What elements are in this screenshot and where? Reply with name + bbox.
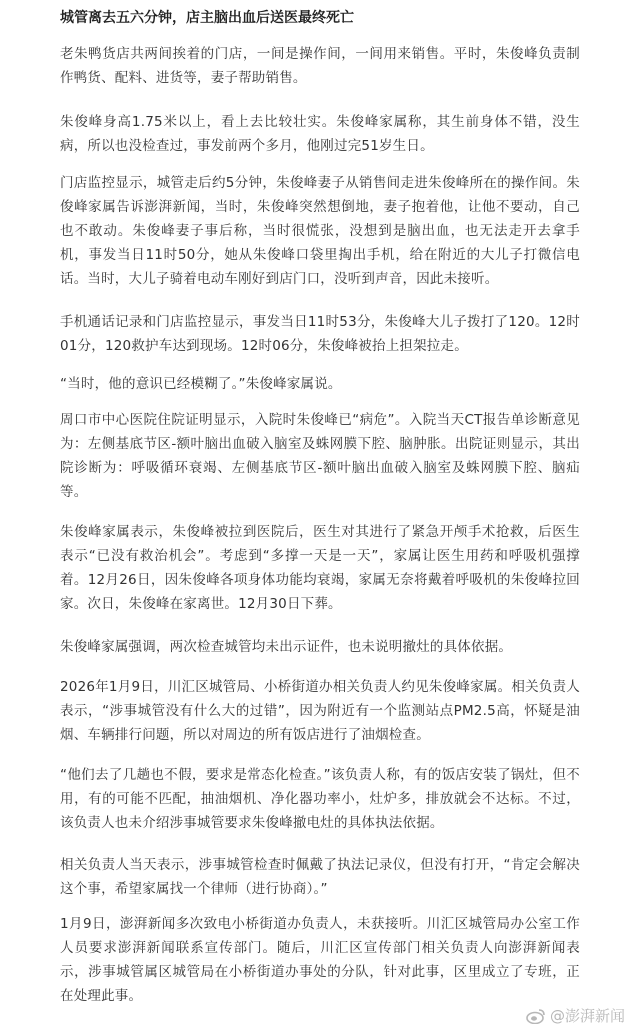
paragraph-8: 朱俊峰家属强调，两次检查城管均未出示证件，也未说明撤灶的具体依据。 [60,639,513,655]
paragraph-6: 周口市中心医院住院证明显示，入院时朱俊峰已“病危”。入院当天CT报告单诊断意见为：左侧基底节区-额叶脑出血破入脑室及蛛网膜下腔、脑肿胀。出院证则显示，其出院诊断为：呼吸循环衰竭、左侧基底节区-额叶脑出血破入脑室及蛛网膜下腔、脑疝等。 [60,412,580,500]
paragraph-1: 老朱鸭货店共两间挨着的门店，一间是操作间，一间用来销售。平时，朱俊峰负责制作鸭货、配料、进货等，妻子帮助销售。 [60,46,580,86]
paragraph-2: 朱俊峰身高1.75米以上，看上去比较壮实。朱俊峰家属称，其生前身体不错，没生病，所以也没检查过，事发前两个多月，他刚过完51岁生日。 [60,114,580,154]
paragraph-12: 1月9日，澎湃新闻多次致电小桥街道办负责人，未获接听。川汇区城管局办公室工作人员要求澎湃新闻联系宣传部门。随后，川汇区宣传部门相关负责人向澎湃新闻表示，涉事城管属区城管局在小桥街道办事处的分队，针对此事，区里成立了专班，正在处理此事。 [60,916,580,1004]
paragraph-3: 门店监控显示，城管走后约5分钟，朱俊峰妻子从销售间走进朱俊峰所在的操作间。朱俊峰家属告诉澎湃新闻，当时，朱俊峰突然想倒地，妻子抱着他，让他不要动，自己也不敢动。朱俊峰妻子事后称，当时很慌张，没想到是脑出血，也无法走开去拿手机，事发当日11时50分，她从朱俊峰口袋里掏出手机，给在附近的大儿子打微信电话。当时，大儿子骑着电动车刚好到店门口，没听到声音，因此未接听。 [60,175,580,287]
paragraph-7: 朱俊峰家属表示，朱俊峰被拉到医院后，医生对其进行了紧急开颅手术抢救，后医生表示“已没有救治机会”。考虑到“多撑一天是一天”，家属让医生用药和呼吸机强撑着。12月26日，因朱俊峰各项身体功能均衰竭，家属无奈将戴着呼吸机的朱俊峰拉回家。次日，朱俊峰在家离世。12月30日下葬。 [60,524,580,612]
watermark [526,1005,625,1026]
paragraph-9: 2026年1月9日，川汇区城管局、小桥街道办相关负责人约见朱俊峰家属。相关负责人表示，“涉事城管没有什么大的过错”，因为附近有一个监测站点PM2.5高，怀疑是油烟、车辆排行问题，所以对周边的所有饭店进行了油烟检查。 [60,679,580,743]
paragraph-5: “当时，他的意识已经模糊了。”朱俊峰家属说。 [60,376,342,392]
paragraph-11: 相关负责人当天表示，涉事城管检查时佩戴了执法记录仪，但没有打开，“肯定会解决这个事，希望家属找一个律师（进行协商）。” [60,857,580,897]
paragraph-4: 手机通话记录和门店监控显示，事发当日11时53分，朱俊峰大儿子拨打了120。12时01分，120救护车达到现场。12时06分，朱俊峰被抬上担架拉走。 [60,314,580,354]
watermark-text: @澎湃新闻 [549,1007,625,1025]
weibo-icon [526,1008,546,1024]
paragraph-10: “他们去了几趟也不假，要求是常态化检查。”该负责人称，有的饭店安装了锅灶，但不用，有的可能不匹配，抽油烟机、净化器功率小，灶炉多，排放就会不达标。不过，该负责人也未介绍涉事城管要求朱俊峰撤电灶的具体执法依据。 [60,767,580,831]
article-headline: 城管离去五六分钟，店主脑出血后送医最终死亡 [60,10,354,26]
